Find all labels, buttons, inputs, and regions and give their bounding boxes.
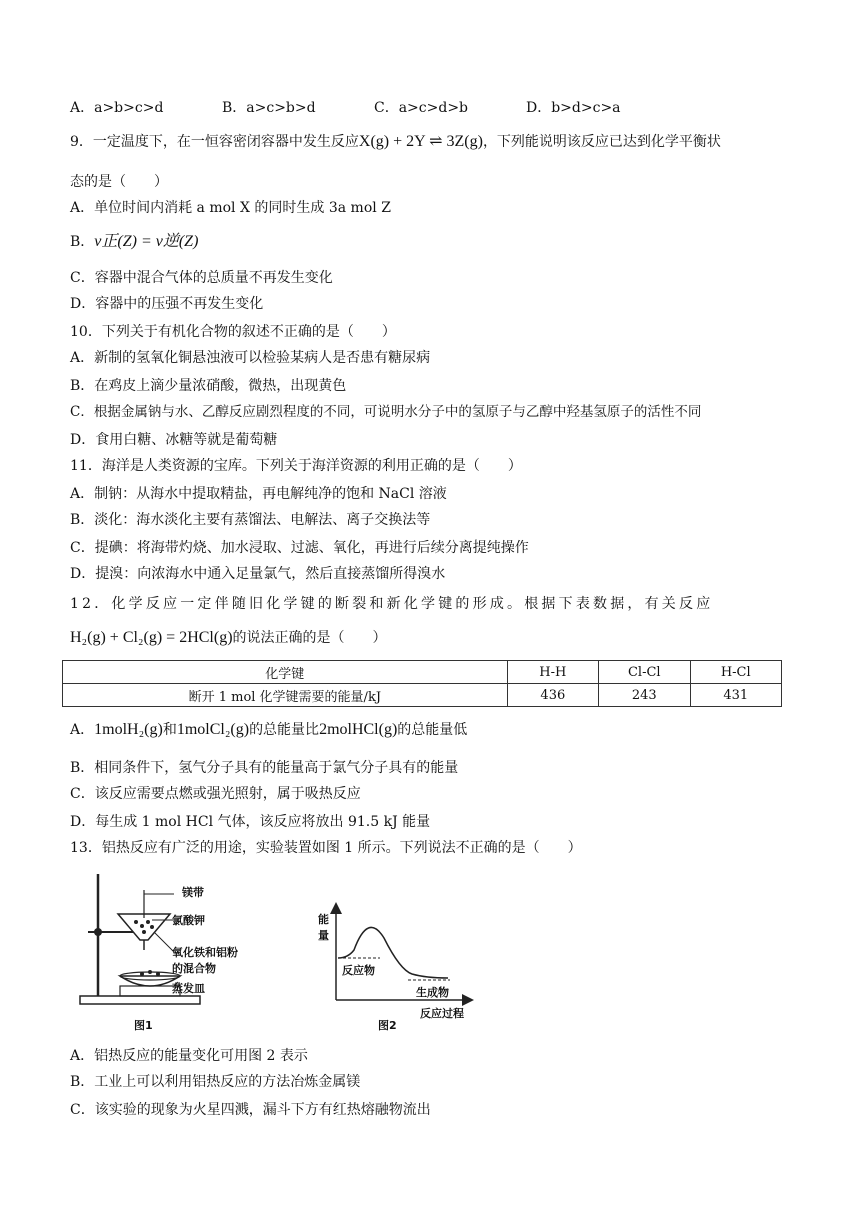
- table-header-cell: H-Cl: [690, 661, 781, 684]
- q8-option-a[interactable]: A．a>b>c>d: [70, 100, 164, 116]
- q12-stem-line2: [70, 628, 387, 648]
- q12-option-c[interactable]: C．该反应需要点燃或强光照射，属于吸热反应: [70, 786, 361, 802]
- table-header-cell: 化学键: [63, 661, 508, 684]
- q9-option-d[interactable]: D．容器中的压强不再发生变化: [70, 296, 264, 312]
- table-cell: 断开 1 mol 化学键需要的能量/kJ: [63, 684, 508, 707]
- fig1-label-dish: 蒸发皿: [172, 982, 205, 995]
- q12-option-a[interactable]: [70, 720, 467, 740]
- q11-option-a[interactable]: A．制钠：从海水中提取精盐，再电解纯净的饱和 NaCl 溶液: [70, 486, 447, 502]
- table-cell: 243: [599, 684, 690, 707]
- q9-stem-line2: 态的是（ ）: [70, 174, 168, 190]
- q12-option-a-mid: 和: [162, 722, 177, 738]
- q10-stem: 10．下列关于有机化合物的叙述不正确的是（ ）: [70, 324, 396, 340]
- q12-option-a-math3: 2molHCl(g): [319, 721, 398, 738]
- q13-option-b[interactable]: B．工业上可以利用铝热反应的方法冶炼金属镁: [70, 1074, 361, 1090]
- fig2-y-label: 能量: [318, 913, 329, 942]
- q9-equation: X(g) + 2Y ⇌ 3Z(g): [358, 133, 483, 150]
- fig1-label-kclo3: 氯酸钾: [172, 914, 205, 927]
- table-header-cell: Cl-Cl: [599, 661, 690, 684]
- q12-option-a-mid2: 的总能量比: [249, 722, 320, 738]
- q13-option-c[interactable]: C．该实验的现象为火星四溅，漏斗下方有红热熔融物流出: [70, 1102, 431, 1118]
- fig2-caption: 图2: [378, 1019, 397, 1032]
- fig1-label-mg: 镁带: [182, 886, 204, 899]
- fig1-caption: 图1: [134, 1019, 153, 1032]
- fig2-reactant-label: 反应物: [342, 964, 375, 977]
- q9-option-a[interactable]: A．单位时间内消耗 a mol X 的同时生成 3a mol Z: [70, 200, 391, 216]
- q12-option-d[interactable]: D．每生成 1 mol HCl 气体，该反应将放出 91.5 kJ 能量: [70, 814, 431, 830]
- q9-option-b-math: v正(Z) = v逆(Z): [94, 233, 199, 250]
- table-row: [63, 684, 782, 707]
- q12-option-b[interactable]: B．相同条件下，氢气分子具有的能量高于氯气分子具有的能量: [70, 760, 459, 776]
- fig1-label-mixture2: 的混合物: [172, 962, 216, 975]
- q11-option-b[interactable]: B．淡化：海水淡化主要有蒸馏法、电解法、离子交换法等: [70, 512, 431, 528]
- q9-option-b-prefix: B．: [70, 234, 95, 250]
- q9-stem-prefix: 9．一定温度下，在一恒容密闭容器中发生反应: [70, 134, 359, 150]
- q8-option-d[interactable]: D．b>d>c>a: [526, 100, 621, 116]
- q8-option-b[interactable]: B．a>c>b>d: [222, 100, 316, 116]
- table-header-cell: H-H: [507, 661, 598, 684]
- q9-stem-suffix: ，下列能说明该反应已达到化学平衡状: [482, 134, 721, 150]
- q12-option-a-prefix: A．: [70, 722, 95, 738]
- q10-option-b[interactable]: B．在鸡皮上滴少量浓硝酸，微热，出现黄色: [70, 378, 347, 394]
- fig2-x-label: 反应过程: [420, 1007, 464, 1020]
- q8-options: [70, 98, 678, 118]
- q12-option-a-math2: 1molCl₂(g): [176, 721, 250, 738]
- bond-energy-table: [62, 660, 782, 707]
- q10-option-a[interactable]: A．新制的氢氧化铜悬浊液可以检验某病人是否患有糖尿病: [70, 350, 431, 366]
- table-cell: 436: [507, 684, 598, 707]
- q12-stem: 12．化学反应一定伴随旧化学键的断裂和新化学键的形成。根据下表数据，有关反应: [70, 596, 714, 612]
- fig2-product-label: 生成物: [416, 986, 449, 999]
- q12-option-a-math1: 1molH₂(g): [94, 721, 163, 738]
- q12-stem-suffix: 的说法正确的是（ ）: [232, 630, 387, 646]
- q9-stem: [70, 132, 721, 152]
- q10-option-d[interactable]: D．食用白糖、冰糖等就是葡萄糖: [70, 432, 278, 448]
- q8-option-c[interactable]: C．a>c>d>b: [374, 100, 469, 116]
- table-header-row: [63, 661, 782, 684]
- q11-option-d[interactable]: D．提溴：向浓海水中通入足量氯气，然后直接蒸馏所得溴水: [70, 566, 446, 582]
- table-cell: 431: [690, 684, 781, 707]
- q11-stem: 11．海洋是人类资源的宝库。下列关于海洋资源的利用正确的是（ ）: [70, 458, 522, 474]
- q13-option-a[interactable]: A．铝热反应的能量变化可用图 2 表示: [70, 1048, 308, 1064]
- figure-2-energy-diagram: [308, 900, 478, 1010]
- q9-option-b[interactable]: [70, 232, 198, 252]
- q12-option-a-suffix: 的总能量低: [397, 722, 468, 738]
- q12-equation: H₂(g) + Cl₂(g) = 2HCl(g): [70, 629, 233, 646]
- q10-option-c[interactable]: C．根据金属钠与水、乙醇反应剧烈程度的不同，可说明水分子中的氢原子与乙醇中羟基氢原子的活性不同: [70, 404, 702, 420]
- fig1-label-mixture: 氧化铁和铝粉: [172, 946, 238, 959]
- q13-stem: 13．铝热反应有广泛的用途，实验装置如图 1 所示。下列说法不正确的是（ ）: [70, 840, 582, 856]
- q9-option-c[interactable]: C．容器中混合气体的总质量不再发生变化: [70, 270, 333, 286]
- q11-option-c[interactable]: C．提碘：将海带灼烧、加水浸取、过滤、氧化，再进行后续分离提纯操作: [70, 540, 529, 556]
